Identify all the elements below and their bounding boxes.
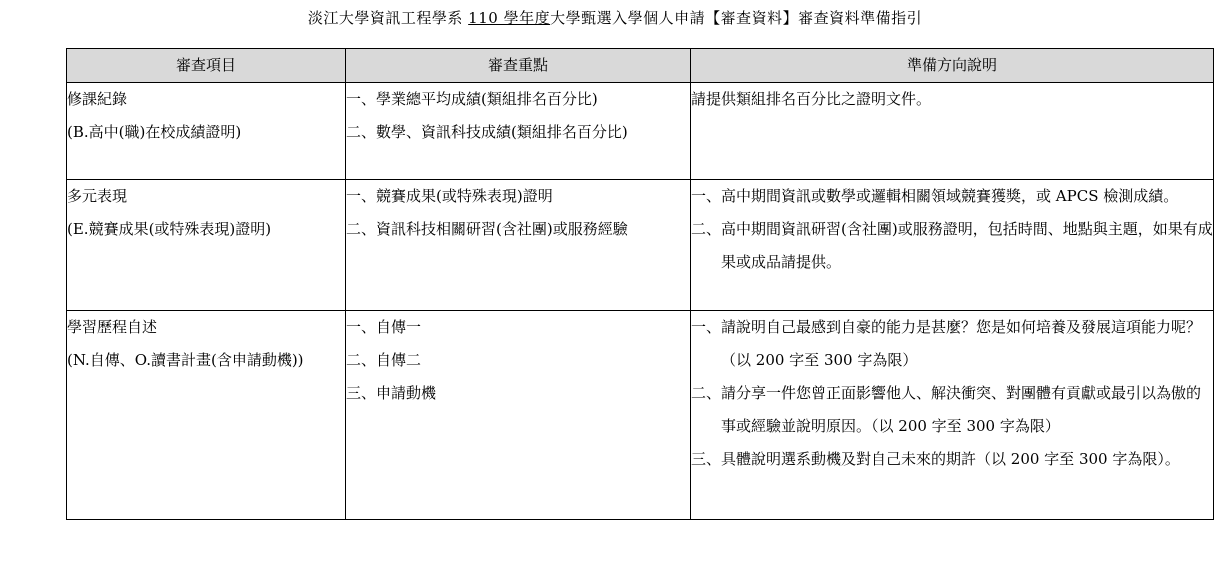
list-item (346, 377, 690, 410)
header-preparation-guide: 準備方向說明 (691, 49, 1214, 83)
review-item-title: 修課紀錄 (67, 90, 128, 108)
table-row (67, 180, 1214, 311)
list-number: 二、 (691, 384, 722, 402)
review-item-cell (67, 180, 346, 311)
list-item (691, 180, 1213, 213)
list-text: 高中期間資訊研習(含社團)或服務證明，包括時間、地點與主題，如果有成果或成品請提供。 (721, 220, 1213, 271)
review-item-title: 多元表現 (67, 187, 128, 205)
list-item (346, 116, 690, 149)
guide-text: 請提供類組排名百分比之證明文件。 (691, 90, 932, 108)
list-item (346, 180, 690, 213)
table-header-row (67, 49, 1214, 83)
review-item-title: 學習歷程自述 (67, 318, 158, 336)
list-text: 數學、資訊科技成績(類組排名百分比) (376, 123, 628, 141)
preparation-guide-cell (691, 180, 1214, 311)
list-text: 高中期間資訊或數學或邏輯相關領域競賽獲獎，或 APCS 檢測成績。 (721, 187, 1179, 205)
list-number: 一、 (346, 90, 377, 108)
review-item-subtitle: (E.競賽成果(或特殊表現)證明) (67, 220, 272, 238)
list-number: 二、 (691, 220, 722, 238)
preparation-guide-cell (691, 311, 1214, 520)
title-part2: 大學甄選入學個人申請【審查資料】審查資料準備指引 (550, 9, 923, 27)
preparation-guide-cell (691, 83, 1214, 180)
review-item-subtitle: (B.高中(職)在校成績證明) (67, 123, 242, 141)
list-item (691, 213, 1213, 279)
list-item (346, 311, 690, 344)
list-number: 二、 (346, 351, 377, 369)
list-number: 三、 (691, 450, 722, 468)
list-number: 三、 (346, 384, 377, 402)
list-item (691, 311, 1213, 377)
review-item-cell (67, 311, 346, 520)
header-review-focus: 審查重點 (346, 49, 691, 83)
header-review-item: 審查項目 (67, 49, 346, 83)
list-item (346, 344, 690, 377)
list-text: 請分享一件您曾正面影響他人、解決衝突、對團體有貢獻或最引以為傲的事或經驗並說明原因。（以 200 字至 300 字為限） (721, 384, 1202, 435)
list-item (346, 213, 690, 246)
review-guide-table (66, 48, 1214, 520)
table-row (67, 83, 1214, 180)
list-number: 一、 (346, 318, 377, 336)
list-number: 一、 (691, 187, 722, 205)
list-text: 自傳二 (376, 351, 422, 369)
list-text: 競賽成果(或特殊表現)證明 (376, 187, 553, 205)
title-academic-year: 110 學年度 (468, 9, 551, 27)
list-text: 請說明自己最感到自豪的能力是甚麼？您是如何培養及發展這項能力呢？（以 200 字至 300 字為限） (721, 318, 1202, 369)
list-text: 申請動機 (376, 384, 437, 402)
list-number: 一、 (691, 318, 722, 336)
table-row (67, 311, 1214, 520)
document-title (0, 7, 1230, 28)
list-text: 學業總平均成績(類組排名百分比) (376, 90, 598, 108)
list-number: 二、 (346, 220, 377, 238)
review-focus-cell (346, 180, 691, 311)
title-part1: 淡江大學資訊工程學系 (307, 9, 469, 27)
list-text: 自傳一 (376, 318, 422, 336)
list-text: 具體說明選系動機及對自己未來的期許（以 200 字至 300 字為限）。 (721, 450, 1180, 468)
list-number: 二、 (346, 123, 377, 141)
list-text: 資訊科技相關研習(含社團)或服務經驗 (376, 220, 628, 238)
list-number: 一、 (346, 187, 377, 205)
list-item (691, 377, 1213, 443)
list-item (691, 443, 1213, 476)
review-item-subtitle: (N.自傳、O.讀書計畫(含申請動機)) (67, 351, 304, 369)
list-item (346, 83, 690, 116)
review-item-cell (67, 83, 346, 180)
review-focus-cell (346, 83, 691, 180)
review-focus-cell (346, 311, 691, 520)
